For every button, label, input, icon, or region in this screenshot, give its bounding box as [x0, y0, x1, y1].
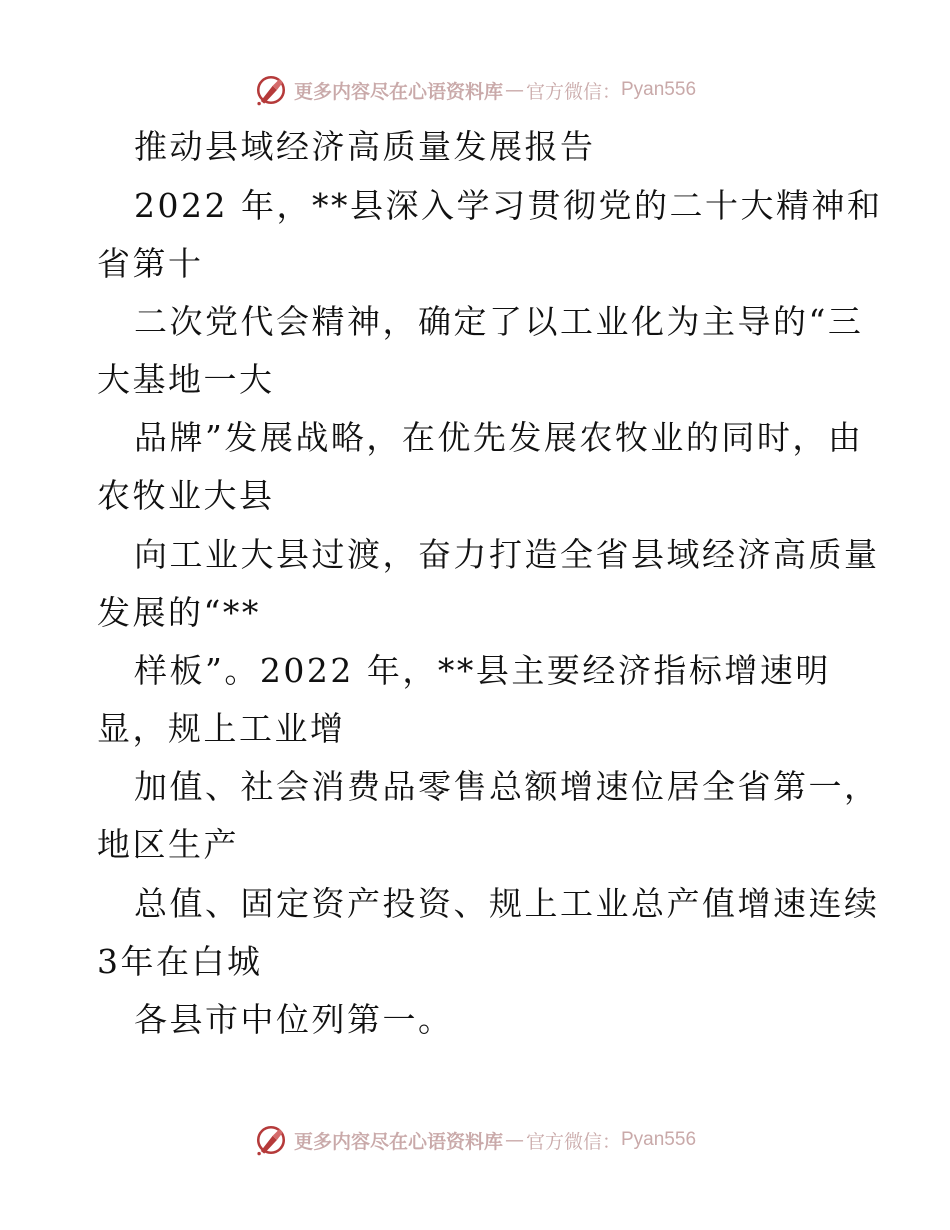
paragraph-line: 农牧业大县	[97, 476, 275, 515]
pen-logo-icon	[254, 1123, 288, 1157]
paragraph-line: 发展的“**	[97, 593, 261, 632]
watermark-wechat-id: Pyan556	[621, 1129, 697, 1150]
watermark-separator: —	[504, 79, 524, 101]
document-title: 推动县域经济高质量发展报告	[134, 127, 596, 166]
watermark-text: 更多内容尽在心语资料库	[293, 1130, 503, 1153]
pen-logo-icon	[254, 73, 288, 107]
paragraph-line: 二次党代会精神，确定了以工业化为主导的“三	[134, 302, 864, 341]
footer-watermark	[0, 1120, 950, 1160]
watermark-text: 更多内容尽在心语资料库	[293, 80, 503, 103]
watermark-wechat-label: 官方微信：	[525, 1130, 621, 1153]
watermark-separator: —	[504, 1129, 524, 1151]
paragraph-line: 显，规上工业增	[97, 709, 346, 748]
paragraph-line: 省第十	[97, 244, 204, 283]
paragraph-line: 向工业大县过渡，奋力打造全省县域经济高质量	[134, 535, 880, 574]
paragraph-line: 大基地一大	[97, 360, 275, 399]
paragraph-line: 各县市中位列第一。	[134, 1000, 454, 1039]
paragraph-line: 3年在白城	[97, 942, 263, 981]
paragraph-line: 品牌”发展战略，在优先发展农牧业的同时，由	[134, 418, 864, 457]
paragraph-line: 样板”。2022 年，**县主要经济指标增速明	[134, 651, 831, 690]
paragraph-line: 2022 年，**县深入学习贯彻党的二十大精神和	[134, 186, 883, 225]
paragraph-line: 加值、社会消费品零售总额增速位居全省第一，	[134, 767, 880, 806]
paragraph-line: 地区生产	[97, 825, 239, 864]
watermark-wechat-label: 官方微信：	[525, 80, 621, 103]
header-watermark	[0, 70, 950, 110]
watermark-wechat-id: Pyan556	[621, 79, 697, 100]
paragraph-line: 总值、固定资产投资、规上工业总产值增速连续	[134, 884, 880, 923]
